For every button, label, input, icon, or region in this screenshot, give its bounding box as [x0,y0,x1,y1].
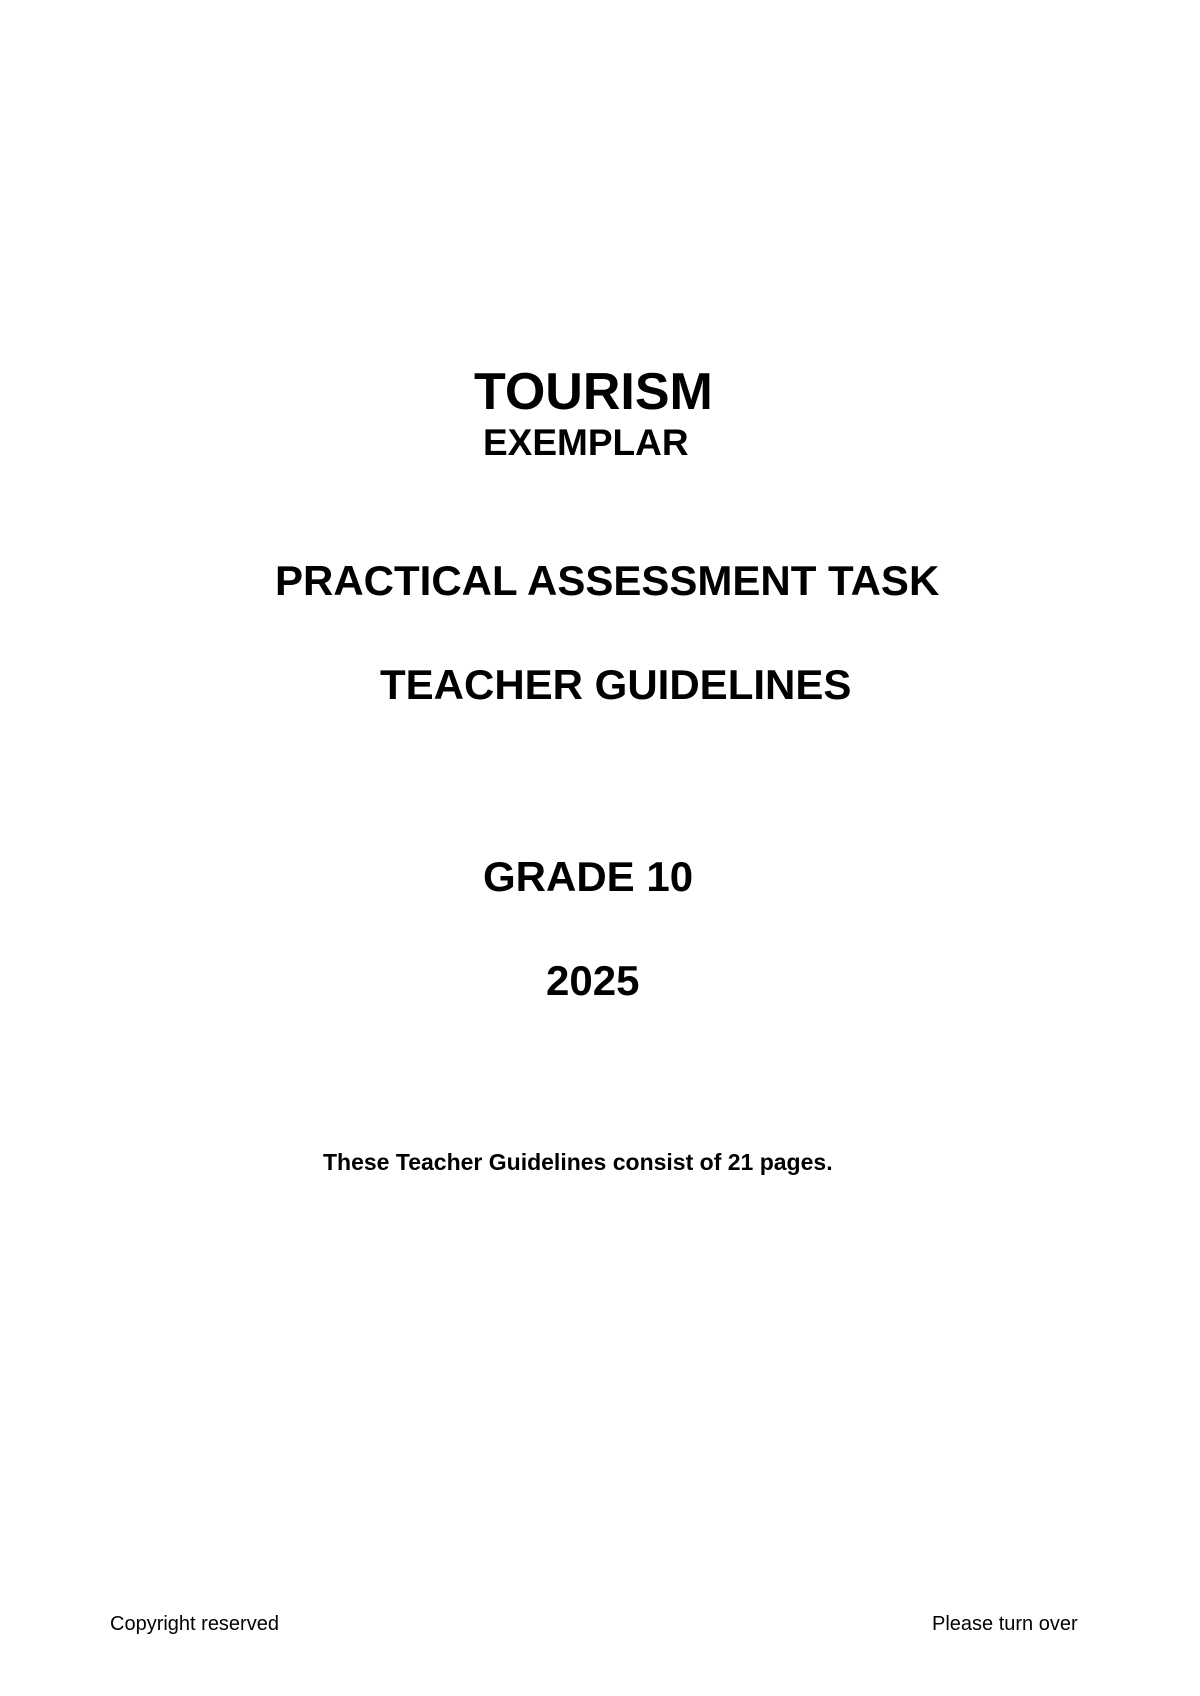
guidelines-title: TEACHER GUIDELINES [380,661,852,708]
grade-label: GRADE 10 [483,853,694,900]
edition-label: EXEMPLAR [483,422,689,463]
page-count-note: These Teacher Guidelines consist of 21 pages. [323,1149,833,1175]
footer-copyright: Copyright reserved [110,1613,279,1635]
footer-turn-over: Please turn over [932,1613,1078,1635]
task-title: PRACTICAL ASSESSMENT TASK [275,557,940,604]
year-label: 2025 [546,957,640,1004]
subject-title: TOURISM [474,363,713,421]
